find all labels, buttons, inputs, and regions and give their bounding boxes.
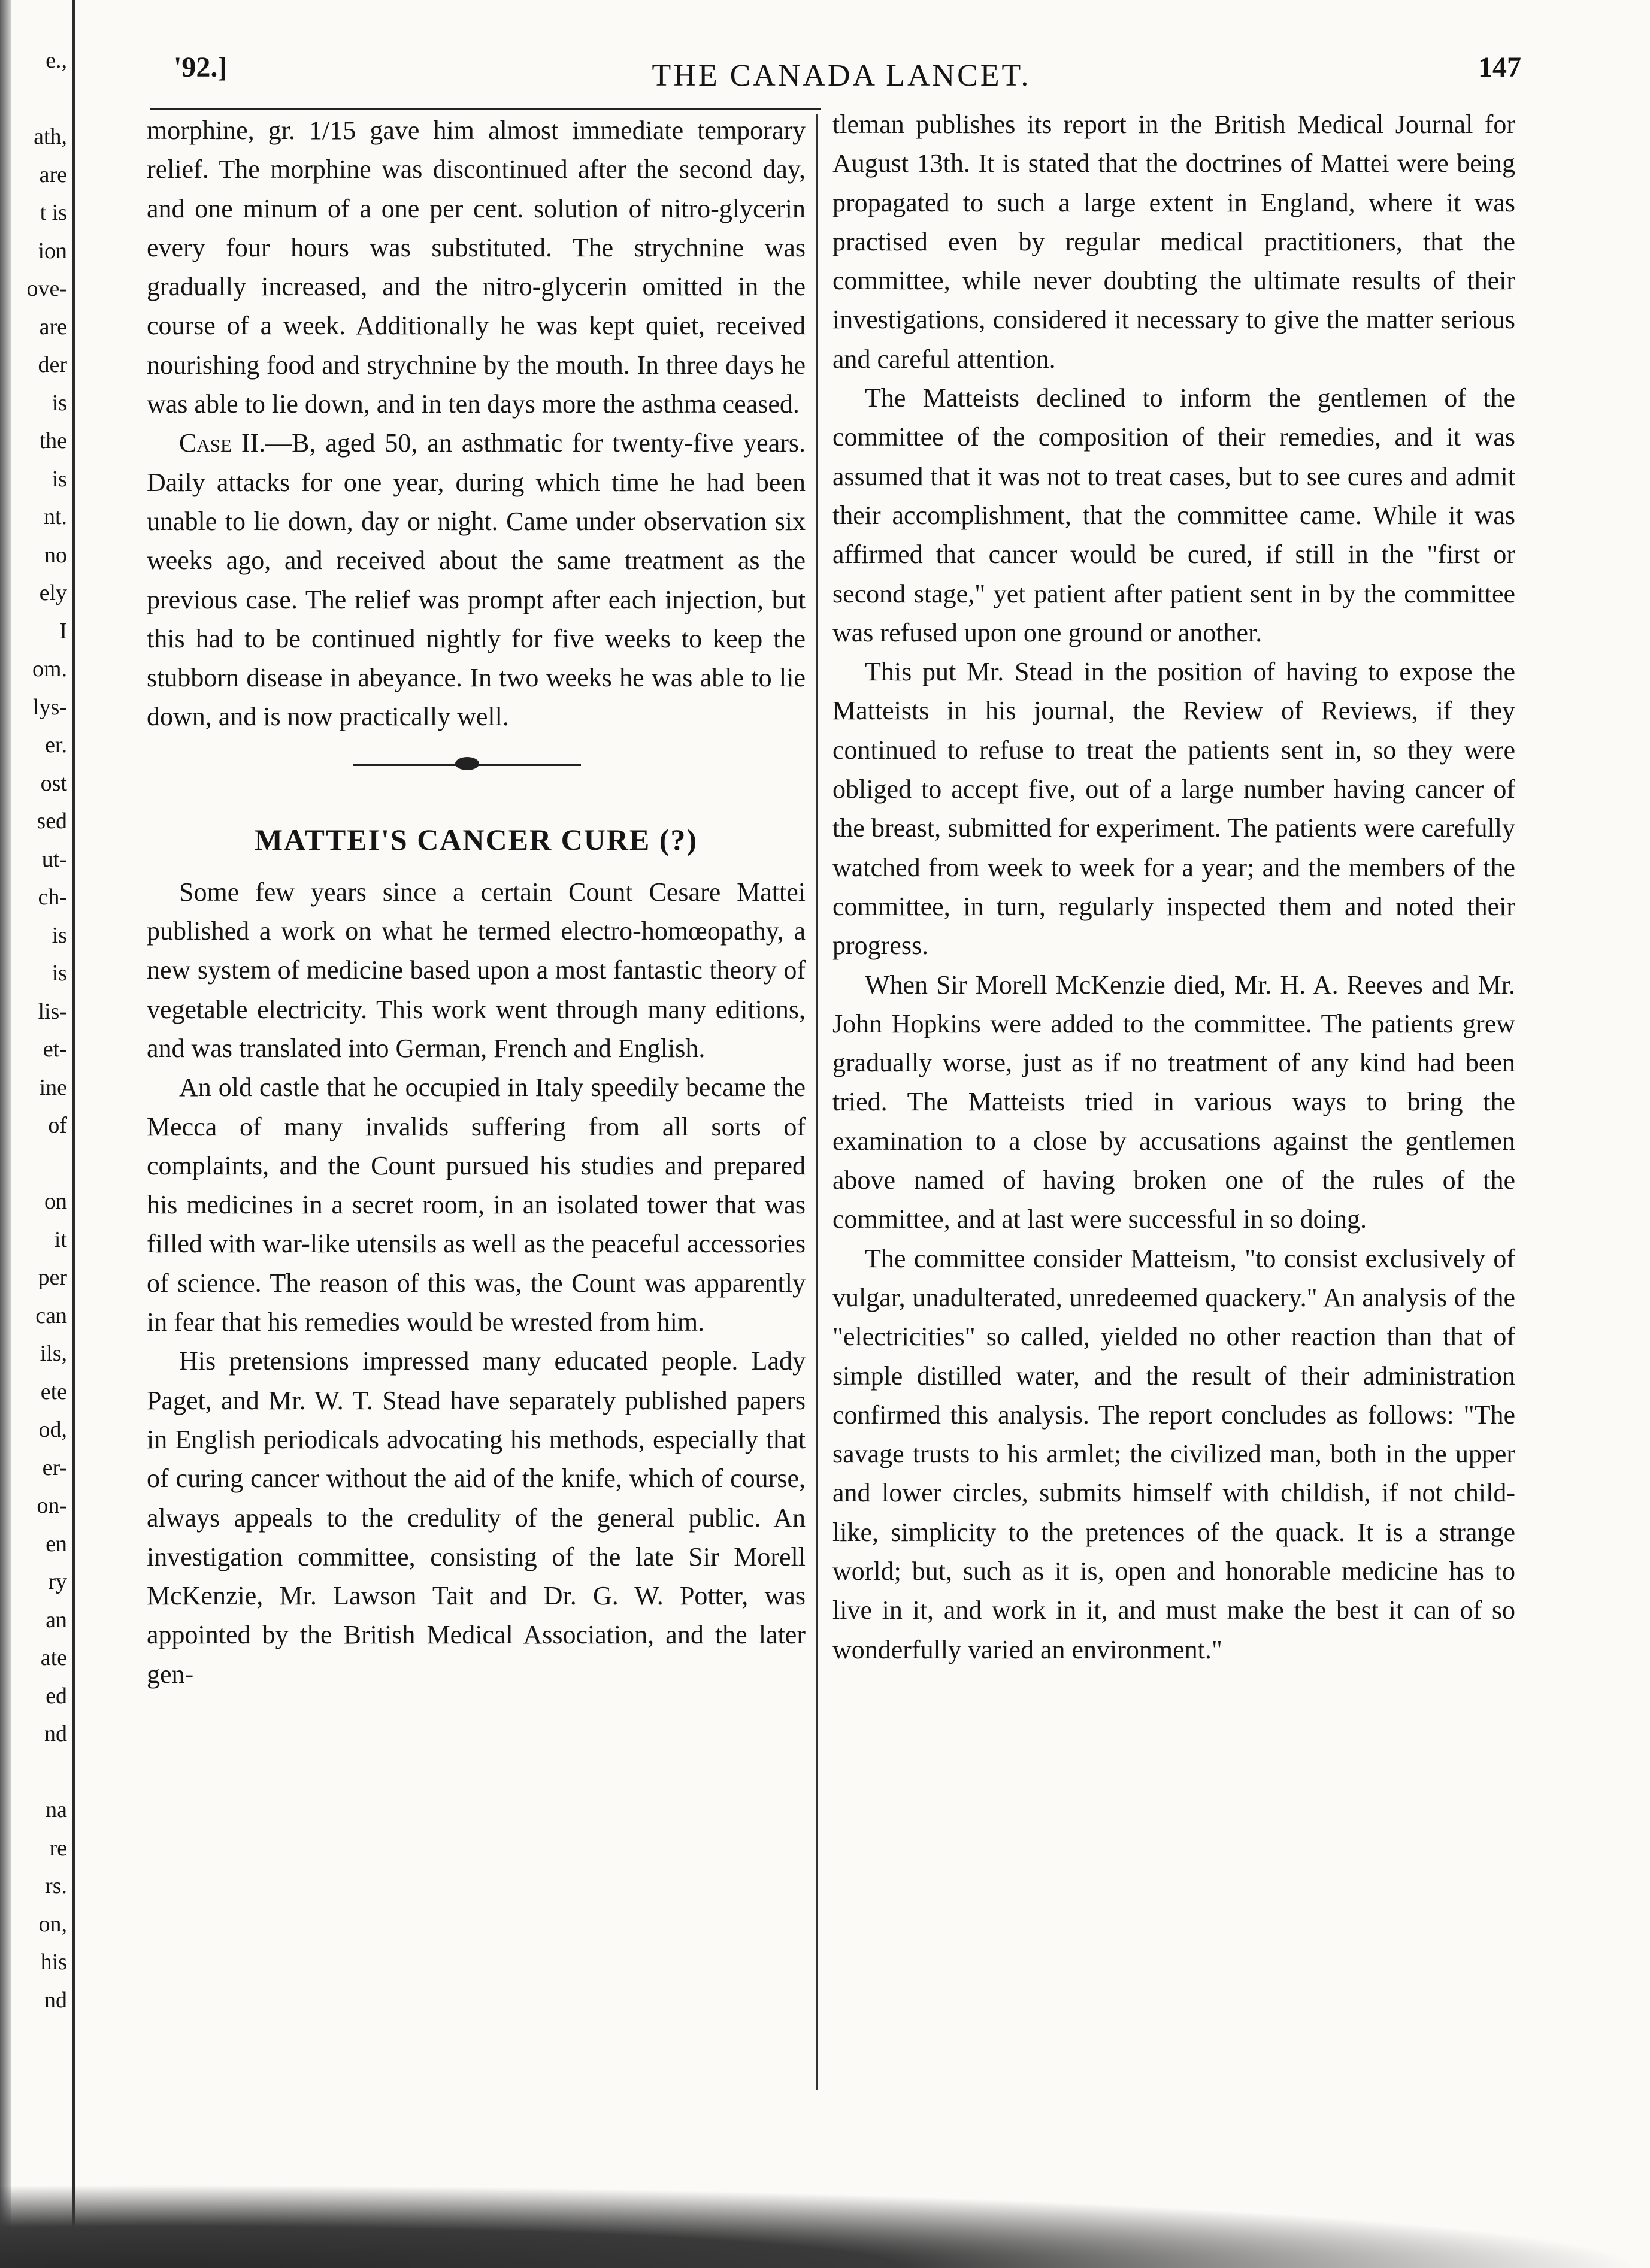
previous-page-line: rs.	[45, 1873, 67, 1898]
column-divider	[816, 114, 818, 2090]
previous-page-line: er-	[42, 1455, 67, 1480]
previous-page-line: are	[39, 162, 67, 187]
case-two-paragraph	[147, 423, 806, 736]
case-label: Case II.	[179, 428, 266, 458]
previous-page-line: e.,	[46, 48, 67, 73]
previous-page-line: na	[46, 1797, 67, 1822]
previous-page-line: en	[46, 1531, 67, 1557]
previous-page-line: der	[38, 352, 67, 377]
previous-page-line: lys-	[33, 694, 67, 720]
previous-page-line: ate	[40, 1645, 67, 1670]
previous-page-line: ut-	[41, 846, 67, 872]
previous-page-line: it	[54, 1227, 67, 1252]
article-paragraph: tleman publishes its report in the British Medical Journal for August 13th. It is stated that the doctrines of Mattei were being propagated to such a large extent in England, where it was practised even by regular medical practitioners, that the committee, while never doubting the ultimate results of their investigations, considered it necessary to give the matter serious and careful attention.	[832, 110, 1515, 374]
right-column	[832, 105, 1515, 1669]
previous-page-line: ove-	[26, 276, 67, 301]
previous-page-line: on,	[38, 1911, 67, 1937]
previous-page-line: sed	[37, 809, 67, 834]
previous-page-line: I	[59, 618, 67, 644]
previous-page-line: lis-	[38, 998, 67, 1024]
previous-page-line: ed	[46, 1683, 67, 1709]
case-text: —B, aged 50, an asthmatic for twenty-five years. Daily attacks for one year, during which time he had been unable to lie down, day or night. Came under observation six weeks ago, and received about the same treatment as the previous case. The relief was prompt after each injection, but this had to be continued nightly for five weeks to keep the stubborn disease in abeyance. In two weeks he was able to lie down, and is now practically well.	[147, 428, 806, 732]
previous-page-line: nd	[44, 1987, 67, 2013]
previous-page-line: an	[46, 1607, 67, 1633]
article-paragraph: This put Mr. Stead in the position of having to expose the Matteists in his journal, the Review of Reviews, if they continued to refuse to treat the patients sent in, so they were obliged to accept five, out of a large number having cancer of the breast, submitted for experiment. The patients were carefully watched from week to week for a year; and the members of the committee, in turn, regularly inspected them and noted their progress.	[832, 657, 1515, 961]
page-number: 147	[1478, 52, 1521, 83]
previous-page-line: the	[39, 428, 67, 453]
previous-page-line: on-	[37, 1493, 67, 1518]
previous-page-line: ine	[39, 1074, 67, 1100]
article-paragraph: When Sir Morell McKenzie died, Mr. H. A. Reeves and Mr. John Hopkins were added to the committee. The patients grew gradually worse, just as if no treatment of any kind had been tried. The Matteists tried in various ways to bring the examination to a close by accusations against the gentlemen above named of having broken one of the rules of the committee, and at last were successful in so doing.	[832, 970, 1515, 1234]
previous-page-line	[0, 80, 67, 119]
previous-page-line: et-	[43, 1037, 67, 1062]
previous-page-line: ely	[39, 580, 67, 605]
article-paragraph: An old castle that he occupied in Italy speedily became the Mecca of many invalids suffering from all sorts of complaints, and the Count pursued his studies and prepared his medicines in a secret room, in an isolated tower that was filled with war-like utensils as well as the peaceful accessories of science. The reason of this was, the Count was apparently in fear that his remedies would be wrested from him.	[147, 1073, 806, 1337]
previous-page-line	[0, 1145, 67, 1183]
journal-title: THE CANADA LANCET.	[652, 59, 1031, 93]
article-paragraph: The committee consider Matteism, "to consist exclusively of vulgar, unadulterated, unredeemed quackery." An analysis of the "electricities" so called, yielded no other reaction than that of simple distilled water, and the result of their administration confirmed this analysis. The report concludes as follows: "The savage trusts to his armlet; the civilized man, both in the upper and lower circles, submits himself with childish, if not child-like, simplicity to the pretences of the quack. It is a strange world; but, such as it is, open and honorable medicine has to live in it, and work in it, and must make the best it can of so wonderfully varied an environment."	[832, 1243, 1515, 1664]
article-paragraph: The Matteists declined to inform the gentlemen of the committee of the composition of their remedies, and it was assumed that it was not to treat cases, but to see cures and admit their accomplishment, that the committee came. While it was affirmed that cancer would be cured, if still in the "first or second stage," yet patient after patient sent in by the committee was refused upon one ground or another.	[832, 383, 1515, 647]
previous-page-line: er.	[45, 732, 67, 758]
previous-page-line: his	[40, 1949, 67, 1975]
previous-page-line: is	[52, 390, 67, 416]
continued-paragraph: morphine, gr. 1/15 gave him almost immediate temporary relief. The morphine was discontinued after the second day, and one minum of a one per cent. solution of nitro-glycerin every four hours was substituted. The strychnine was gradually increased, and the nitro-glycerin omitted in the course of a week. Additionally he was kept quiet, received nourishing food and strychnine by the mouth. In three days he was able to lie down, and in ten days more the asthma ceased.	[147, 116, 806, 419]
previous-page-line: per	[38, 1265, 67, 1290]
header-year: '92.]	[174, 52, 228, 83]
running-header	[162, 51, 1521, 99]
previous-page-line: is	[52, 922, 67, 948]
previous-page-line: can	[35, 1303, 67, 1328]
previous-page-line: t is	[40, 200, 67, 225]
previous-page-line: ils,	[40, 1341, 67, 1366]
previous-page-line: ion	[38, 238, 67, 264]
page-curl-shadow	[0, 2184, 1650, 2268]
previous-page-line: of	[48, 1113, 67, 1138]
previous-page-line: on	[44, 1189, 67, 1214]
article-paragraph: His pretensions impressed many educated people. Lady Paget, and Mr. W. T. Stead have separately published papers in English periodicals advocating his methods, especially that of curing cancer without the aid of the knife, which of course, always appeals to the credulity of the general public. An investigation committee, consisting of the late Sir Morell McKenzie, Mr. Lawson Tait and Dr. G. W. Potter, was appointed by the British Medical Association, and the later gen-	[147, 1346, 806, 1689]
binding-gutter	[72, 0, 75, 2268]
previous-page-line	[0, 1754, 67, 1792]
previous-page-line: od,	[38, 1417, 67, 1442]
previous-page-line: ost	[40, 770, 67, 796]
left-column	[147, 111, 806, 1694]
previous-page-line: nd	[44, 1721, 67, 1746]
previous-page-line: no	[44, 542, 67, 568]
previous-page-line: is	[52, 961, 67, 986]
previous-page-fragment	[0, 42, 67, 2019]
previous-page-line: om.	[32, 656, 67, 682]
previous-page-line: ath,	[34, 124, 67, 149]
header-rule	[150, 108, 821, 110]
previous-page-line: nt.	[43, 504, 67, 529]
previous-page-line: is	[52, 466, 67, 492]
article-title: MATTEI'S CANCER CURE (?)	[254, 822, 698, 856]
section-divider-ornament	[147, 737, 806, 814]
previous-page-line: ch-	[38, 885, 67, 910]
previous-page-line: are	[39, 314, 67, 340]
article-paragraph: Some few years since a certain Count Cesare Mattei published a work on what he termed electro-homœopathy, a new system of medicine based upon a most fantastic theory of vegetable electricity. This work went through many editions, and was translated into German, French and English.	[147, 877, 806, 1063]
previous-page-line: ete	[40, 1379, 67, 1404]
previous-page-line: re	[49, 1835, 67, 1861]
previous-page-line: ry	[48, 1569, 67, 1594]
